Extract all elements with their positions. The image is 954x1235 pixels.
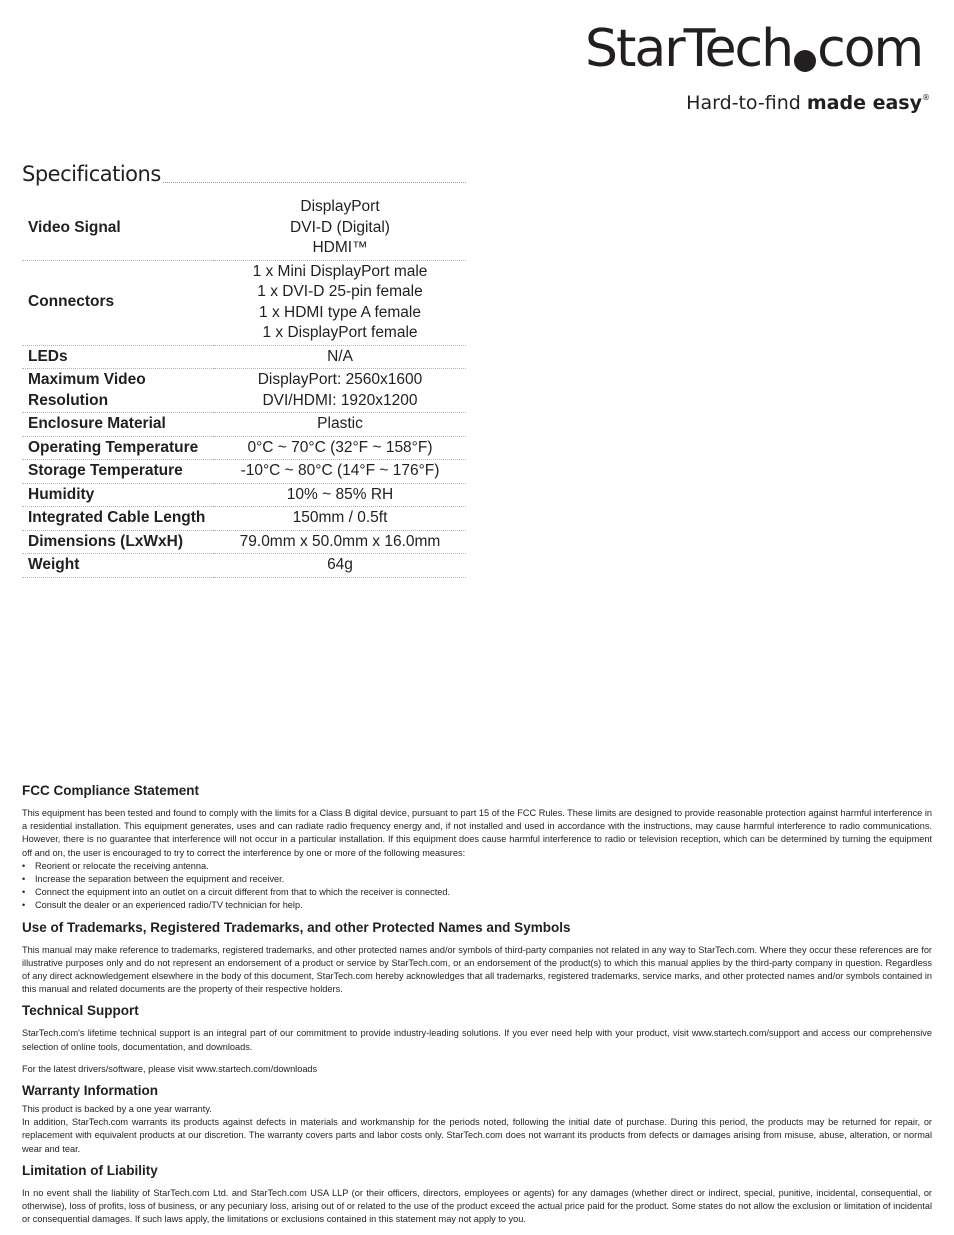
spec-value: DisplayPort: 2560x1600 <box>257 371 423 388</box>
table-row <box>22 345 466 369</box>
trademarks-section <box>22 919 932 997</box>
spec-value-cell <box>214 196 466 260</box>
list-item: • Connect the equipment into an outlet on a circuit different from that to which the receiver is connected. <box>22 886 932 899</box>
spec-label: Video Signal <box>22 196 214 260</box>
spec-value-cell <box>214 554 466 578</box>
spec-value: 1 x DisplayPort female <box>262 324 418 341</box>
fcc-title: FCC Compliance Statement <box>22 783 200 798</box>
table-row <box>22 369 466 413</box>
liability-body: In no event shall the liability of StarTech.com Ltd. and StarTech.com USA LLP (or their officers, directors, employees or agents) for any damages (whether direct or indirect, special, punitive, incidental, consequential, or otherwise), loss of profits, loss of business, or any pecuniary loss, arising out of or related to the use of the product exceed the actual price paid for the product. Some states do not allow the exclusion or limitation of incidental or consequential damages. If such laws apply, the limitations or exclusions contained in this statement may not apply to you. <box>22 1187 932 1225</box>
spec-value: 1 x HDMI type A female <box>259 303 421 321</box>
spec-value: DVI/HDMI: 1920x1200 <box>262 391 418 409</box>
spec-label: LEDs <box>22 345 214 369</box>
registered-mark: ® <box>922 93 930 102</box>
spec-value: DVI-D (Digital) <box>290 218 390 236</box>
trademarks-body: This manual may make reference to trademarks, registered trademarks, and other protected names and/or symbols of third-party companies not related in any way to StarTech.com. Where they occur these references are for illustrative purposes only and do not represent an endorsement of a product or service by StarTech.com, or an endorsement of the product(s) to which this manual applies by the third-party company in question. Regardless of any direct acknowledgement elsewhere in the body of this document, StarTech.com hereby acknowledges that all trademarks, registered trademarks, service marks, and other protected names and/or symbols contained in this manual and related documents are the property of their respective holders. <box>22 944 932 995</box>
spec-value: 64g <box>327 556 353 573</box>
fcc-measures-list <box>22 860 932 913</box>
spec-value: 0°C ~ 70°C (32°F ~ 158°F) <box>247 438 433 456</box>
support-section <box>22 1002 932 1076</box>
list-item: • Increase the separation between the equipment and receiver. <box>22 873 932 886</box>
table-row <box>22 196 466 260</box>
warranty-body: In addition, StarTech.com warrants its products against defects in materials and workmanship for the periods noted, following the initial date of purchase. During this period, the products may be returned for repair, or replacement with equivalent products at our discretion. The warranty covers parts and labor costs only. StarTech.com does not warrant its products from defects or damages arising from misuse, abuse, alteration, or normal wear and tear. <box>22 1117 932 1154</box>
logo-dot <box>794 50 816 72</box>
specifications-heading-row <box>22 158 466 186</box>
list-item: • Reorient or relocate the receiving antenna. <box>22 860 932 873</box>
tagline <box>686 92 930 114</box>
support-title: Technical Support <box>22 1003 139 1019</box>
warranty-line: This product is backed by a one year warranty. <box>22 1104 212 1115</box>
spec-value: N/A <box>327 347 353 365</box>
spec-value-cell <box>214 413 466 437</box>
table-row <box>22 483 466 507</box>
spec-value-cell <box>214 460 466 484</box>
table-row <box>22 436 466 460</box>
spec-value-cell <box>214 436 466 460</box>
spec-value: -10°C ~ 80°C (14°F ~ 176°F) <box>240 462 440 479</box>
spec-label: Weight <box>22 554 214 578</box>
tagline-bold: made easy <box>806 92 922 114</box>
spec-value: 79.0mm x 50.0mm x 16.0mm <box>239 532 441 550</box>
spec-value: 1 x DVI-D 25-pin female <box>257 283 423 300</box>
spec-label: Enclosure Material <box>22 413 214 437</box>
table-row <box>22 460 466 484</box>
warranty-section <box>22 1082 932 1156</box>
spec-value: 150mm / 0.5ft <box>292 509 388 526</box>
spec-value: Plastic <box>317 415 363 432</box>
logo-wordmark <box>585 18 922 80</box>
support-downloads: For the latest drivers/software, please visit www.startech.com/downloads <box>22 1063 318 1074</box>
spec-value-cell <box>214 483 466 507</box>
spec-value-cell <box>214 507 466 531</box>
spec-label: Storage Temperature <box>22 460 214 484</box>
fcc-section <box>22 782 932 913</box>
table-row <box>22 530 466 554</box>
spec-label: Connectors <box>22 260 214 345</box>
table-row <box>22 260 466 345</box>
spec-label: Maximum Video Resolution <box>22 369 214 413</box>
legal-notices <box>22 782 932 1232</box>
spec-label: Integrated Cable Length <box>22 507 214 531</box>
table-row <box>22 554 466 578</box>
specifications-title: Specifications <box>22 159 163 189</box>
spec-value: 10% ~ 85% RH <box>286 485 394 503</box>
logo-text-start: StarTech <box>585 19 793 79</box>
liability-section <box>22 1162 932 1227</box>
table-row <box>22 507 466 531</box>
spec-label: Operating Temperature <box>22 436 214 460</box>
trademarks-title: Use of Trademarks, Registered Trademarks, and other Protected Names and Symbols <box>22 919 571 935</box>
spec-value: HDMI™ <box>312 239 368 256</box>
spec-label: Humidity <box>22 483 214 507</box>
spec-value-cell <box>214 260 466 345</box>
startech-logo <box>585 18 930 118</box>
specifications-table <box>22 196 466 578</box>
specifications-body <box>22 196 466 577</box>
tagline-regular: Hard-to-find <box>686 92 807 114</box>
support-body: StarTech.com's lifetime technical support is an integral part of our commitment to provide industry-leading solutions. If you ever need help with your product, visit www.startech.com/support and access our comprehensive selection of online tools, documentation, and downloads. <box>22 1028 932 1052</box>
spec-value: DisplayPort <box>300 198 380 215</box>
liability-title: Limitation of Liability <box>22 1162 158 1178</box>
logo-text-end: com <box>817 19 923 79</box>
fcc-body: This equipment has been tested and found to comply with the limits for a Class B digital device, pursuant to part 15 of the FCC Rules. These limits are designed to provide reasonable protection against harmful interference in a residential installation. This equipment generates, uses and can radiate radio frequency energy and, if not installed and used in accordance with the instructions, may cause harmful interference to radio communications. However, there is no guarantee that interference will not occur in a particular installation. If this equipment does cause harmful interference to radio or television reception, which can be determined by turning the equipment off and on, the user is encouraged to try to correct the interference by one or more of the following measures: <box>22 808 932 858</box>
warranty-title: Warranty Information <box>22 1083 159 1099</box>
spec-label: Dimensions (LxWxH) <box>22 530 214 554</box>
spec-value-cell <box>214 530 466 554</box>
spec-value-cell <box>214 345 466 369</box>
spec-value-cell <box>214 369 466 413</box>
spec-value: 1 x Mini DisplayPort male <box>252 262 428 280</box>
list-item: • Consult the dealer or an experienced radio/TV technician for help. <box>22 899 932 912</box>
table-row <box>22 413 466 437</box>
